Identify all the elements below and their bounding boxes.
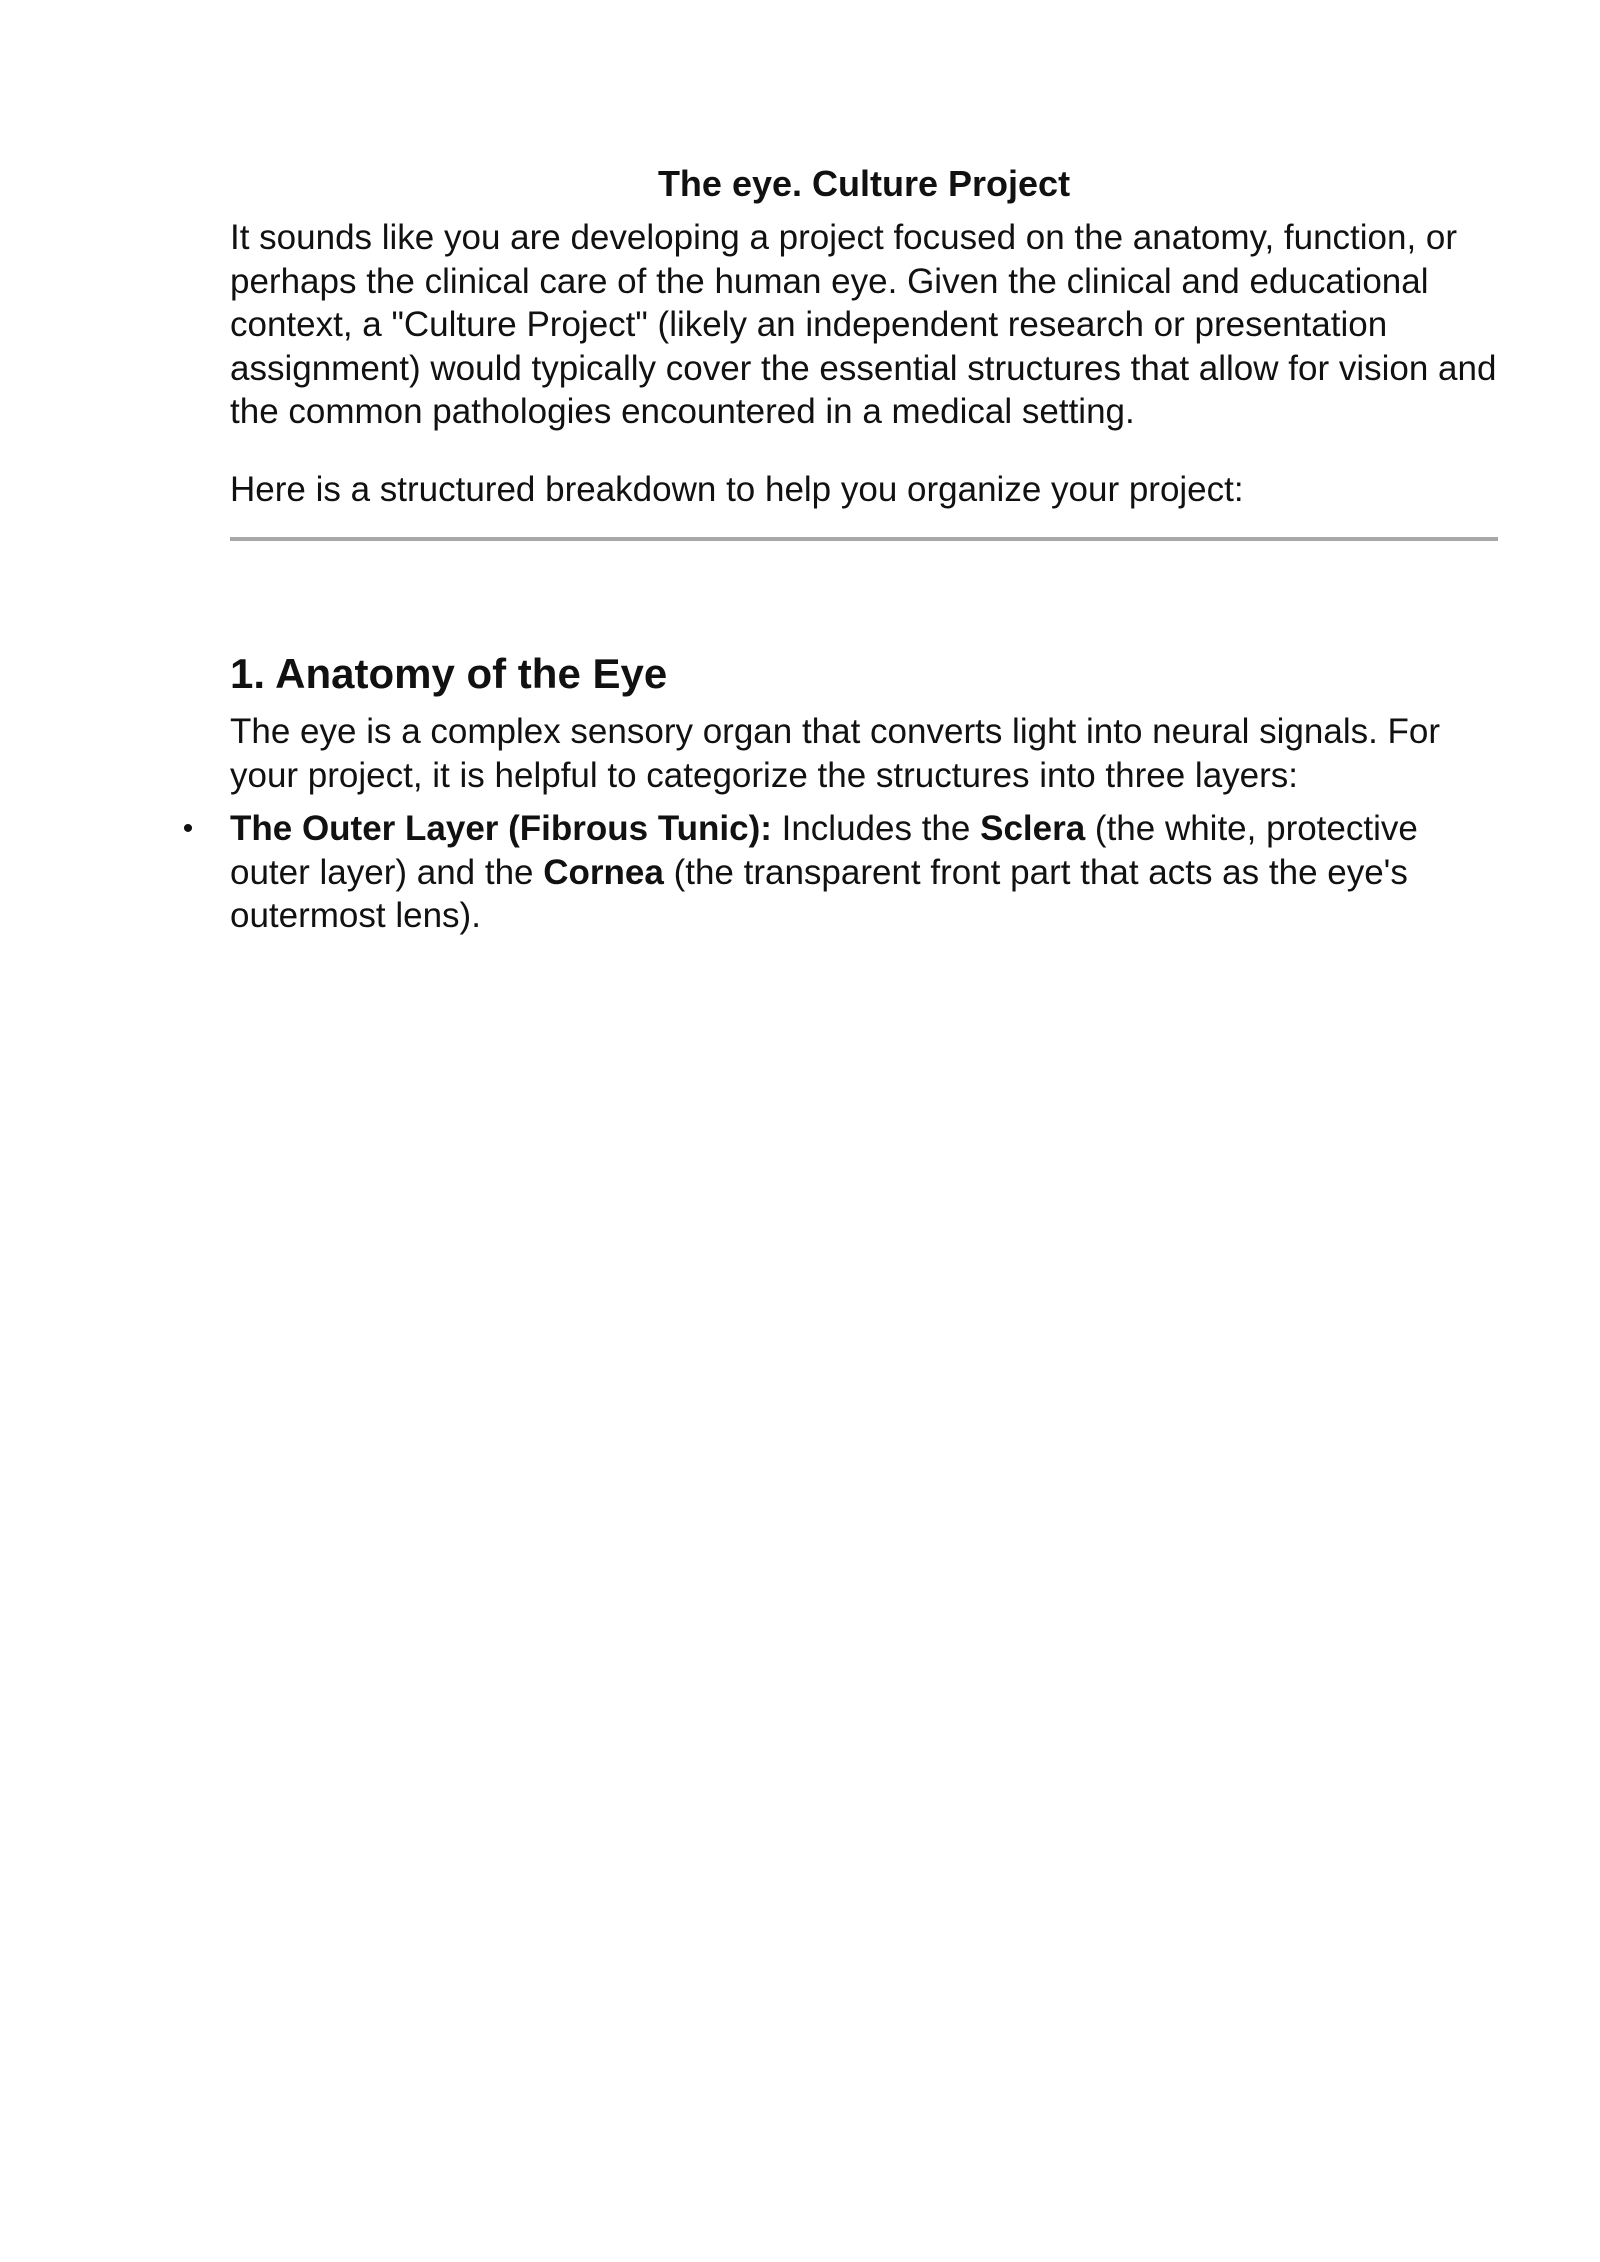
term-sclera: Sclera: [980, 809, 1086, 848]
bullet-lead-outer-layer: The Outer Layer (Fibrous Tunic):: [230, 809, 772, 848]
anatomy-bullet-list: [182, 807, 1498, 938]
bullet-text-cornea-description: (the transparent front part that acts as the eye's outermost lens).: [230, 852, 1408, 935]
intro-paragraph: It sounds like you are developing a project focused on the anatomy, function, or perhaps the clinical care of the human eye. Given the clinical and educational context, a "Culture Project" (likely an independent research or presentation assignment) would typically cover the essential structures that allow for vision and the common pathologies encountered in a medical setting.: [230, 218, 1497, 431]
section-intro-paragraph: The eye is a complex sensory organ that converts light into neural signals. For your project, it is helpful to categorize the structures into three layers:: [230, 712, 1441, 795]
bullet-text-includes: Includes the: [771, 809, 981, 848]
document-body: [182, 162, 1498, 938]
document-title: The eye. Culture Project: [657, 163, 1071, 204]
bullet-text-sclera-description: (the white, protective outer layer) and the: [230, 809, 1418, 892]
breakdown-intro-paragraph: Here is a structured breakdown to help you organize your project:: [230, 469, 1244, 509]
bullet-dot-icon: •: [182, 812, 194, 845]
term-cornea: Cornea: [543, 852, 664, 892]
section-heading-anatomy: 1. Anatomy of the Eye: [230, 650, 668, 697]
horizontal-divider: [230, 537, 1498, 541]
list-item-outer-layer: [182, 807, 1498, 938]
